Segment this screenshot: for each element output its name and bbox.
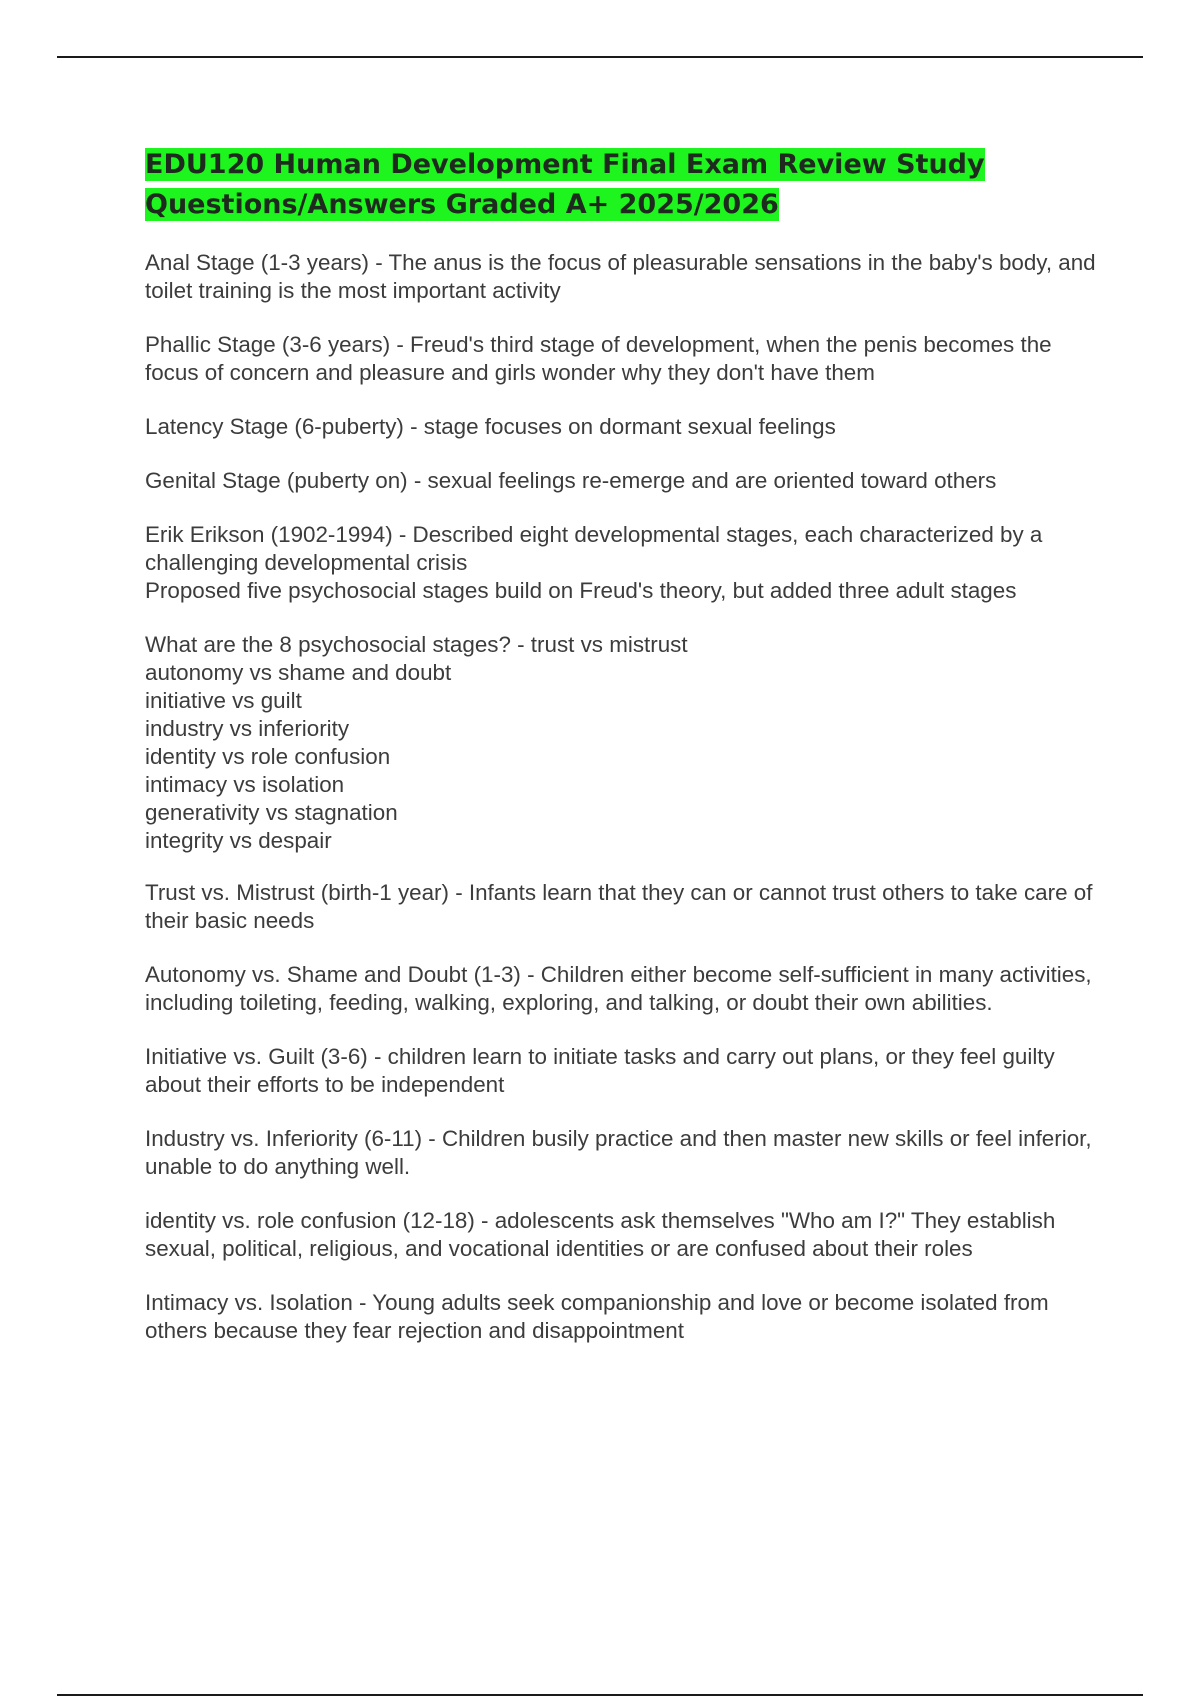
bottom-rule <box>57 1694 1143 1696</box>
stages-line: autonomy vs shame and doubt <box>145 660 452 685</box>
entry-text: Trust vs. Mistrust (birth-1 year) - Infants learn that they can or cannot trust others to take care of their basic needs <box>145 880 1093 933</box>
entry-intimacy-vs-isolation <box>145 1289 1105 1345</box>
stages-line: initiative vs guilt <box>145 688 302 713</box>
stages-line: What are the 8 psychosocial stages? - trust vs mistrust <box>145 632 688 657</box>
stages-line: intimacy vs isolation <box>145 772 345 797</box>
stages-line: identity vs role confusion <box>145 744 391 769</box>
entry-text: Phallic Stage (3-6 years) - Freud's third stage of development, when the penis becomes the focus of concern and pleasure and girls wonder why they don't have them <box>145 332 1052 385</box>
document-title <box>145 145 1105 225</box>
stages-line: generativity vs stagnation <box>145 800 398 825</box>
entry-text: Autonomy vs. Shame and Doubt (1-3) - Children either become self-sufficient in many activities, including toileting, feeding, walking, exploring, and talking, or doubt their own abilities. <box>145 962 1092 1015</box>
entry-text: Initiative vs. Guilt (3-6) - children learn to initiate tasks and carry out plans, or they feel guilty about their efforts to be independent <box>145 1044 1055 1097</box>
document-page <box>145 145 1105 1371</box>
entry-anal-stage <box>145 249 1105 305</box>
entry-initiative-vs-guilt <box>145 1043 1105 1099</box>
stages-line: integrity vs despair <box>145 828 332 853</box>
title-highlight: EDU120 Human Development Final Exam Review Study Questions/Answers Graded A+ 2025/2026 <box>145 149 985 220</box>
entry-text: Industry vs. Inferiority (6-11) - Children busily practice and then master new skills or feel inferior, unable to do anything well. <box>145 1126 1092 1179</box>
entry-genital-stage <box>145 467 1105 495</box>
entry-text: Anal Stage (1-3 years) - The anus is the focus of pleasurable sensations in the baby's body, and toilet training is the most important activity <box>145 250 1096 303</box>
entry-industry-vs-inferiority <box>145 1125 1105 1181</box>
entry-phallic-stage <box>145 331 1105 387</box>
entry-extra-text: Proposed five psychosocial stages build on Freud's theory, but added three adult stages <box>145 578 1017 603</box>
entry-trust-vs-mistrust <box>145 879 1105 935</box>
entry-autonomy-vs-shame <box>145 961 1105 1017</box>
entry-psychosocial-stages <box>145 631 1105 855</box>
entry-text: Erik Erikson (1902-1994) - Described eight developmental stages, each characterized by a challenging developmental crisis <box>145 522 1043 575</box>
entry-text: Latency Stage (6-puberty) - stage focuses on dormant sexual feelings <box>145 414 836 439</box>
entry-erik-erikson <box>145 521 1105 605</box>
entry-latency-stage <box>145 413 1105 441</box>
top-rule <box>57 56 1143 58</box>
entry-identity-vs-role-confusion <box>145 1207 1105 1263</box>
stages-line: industry vs inferiority <box>145 716 350 741</box>
entry-text: Intimacy vs. Isolation - Young adults seek companionship and love or become isolated from others because they fear rejection and disappointment <box>145 1290 1049 1343</box>
entry-text: Genital Stage (puberty on) - sexual feelings re-emerge and are oriented toward others <box>145 468 997 493</box>
entry-text: identity vs. role confusion (12-18) - adolescents ask themselves "Who am I?" They establish sexual, political, religious, and vocational identities or are confused about their roles <box>145 1208 1056 1261</box>
